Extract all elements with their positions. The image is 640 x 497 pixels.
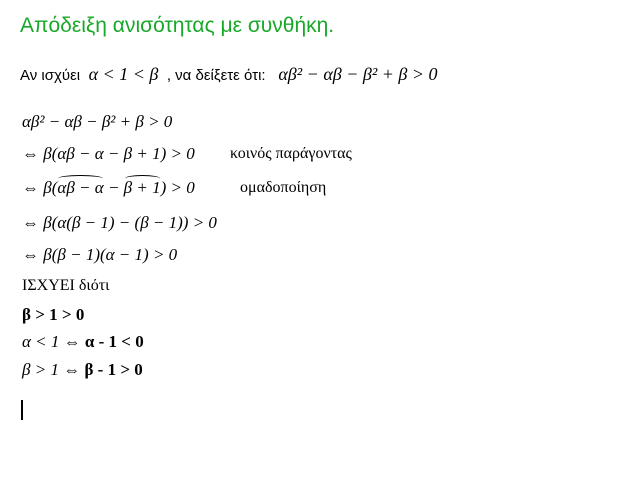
step-2-note: κοινός παράγοντας [230,145,352,162]
step-3-pre: ⇔ β( [22,178,58,197]
step-5 [22,245,177,265]
problem-statement [20,64,438,85]
step-4 [22,213,217,233]
step-1 [22,112,172,132]
step-3 [22,178,195,198]
reason-3-bold: β - 1 > 0 [84,360,143,379]
reason-2-bold: α - 1 < 0 [84,332,144,351]
page-title: Απόδειξη ανισότητας με συνθήκη. [20,14,335,37]
reason-3 [22,360,143,380]
step-3-note: ομαδοποίηση [240,179,327,196]
step-3-mid: − [103,178,124,197]
step-3-post: ) > 0 [160,178,195,197]
statement-condition: α < 1 < β [88,64,159,84]
step-2-expr: ⇔ β(αβ − α − β + 1) > 0 [22,144,195,163]
statement-inequality: αβ² − αβ − β² + β > 0 [278,64,438,84]
step-3-group-1: αβ − α [57,178,104,197]
statement-middle: , να δείξετε ότι: [166,67,266,84]
text-cursor [21,400,23,420]
reason-2-math: α < 1 ⇔ [22,332,85,351]
holds-line: ΙΣΧΥΕΙ διότι [22,277,110,294]
step-2 [22,144,195,164]
statement-prefix: Αν ισχύει [20,67,81,84]
reason-3-math: β > 1 ⇔ [22,360,85,379]
step-5-expr: ⇔ β(β − 1)(α − 1) > 0 [22,245,178,264]
step-3-group-2: β + 1 [123,178,161,197]
reason-2 [22,332,144,352]
step-4-expr: ⇔ β(α(β − 1) − (β − 1)) > 0 [22,213,217,232]
step-1-expr: αβ² − αβ − β² + β > 0 [22,112,173,131]
reason-1: β > 1 > 0 [22,305,85,324]
